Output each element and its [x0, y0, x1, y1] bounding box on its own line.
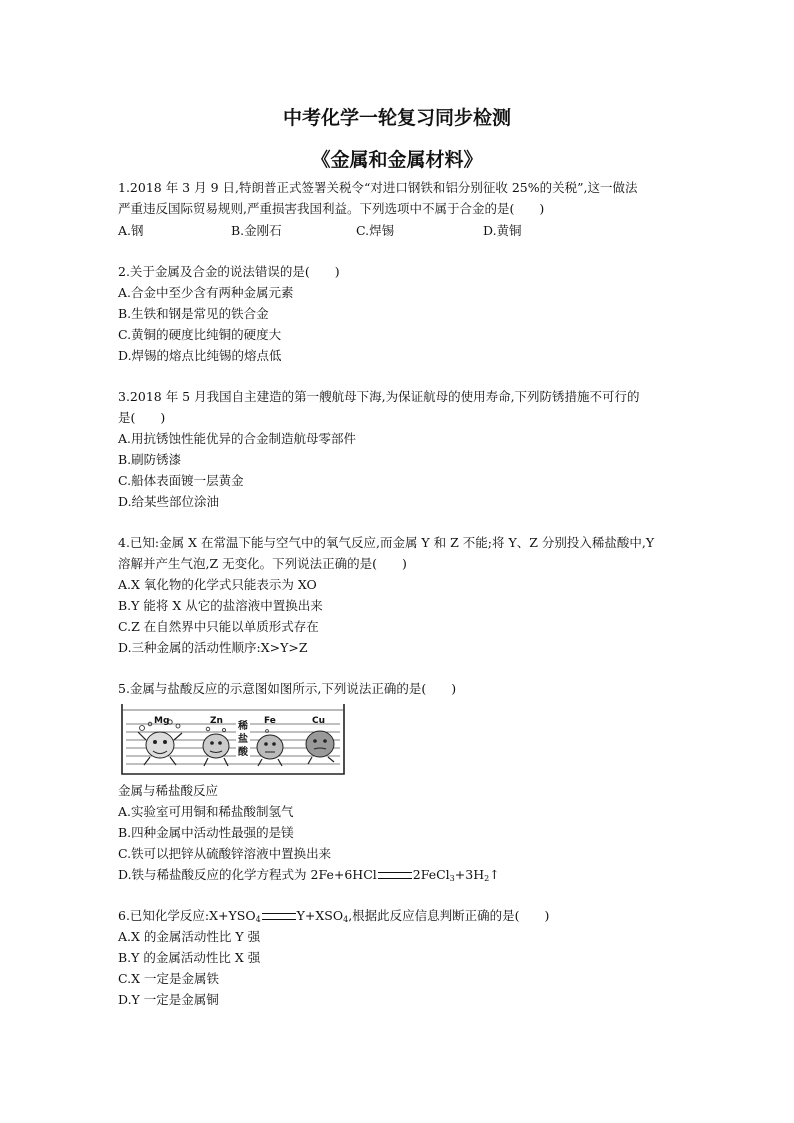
mg-metal-character — [138, 720, 182, 765]
q2-stem: 2.关于金属及合金的说法错误的是( ) — [118, 264, 340, 279]
q6-stem — [118, 907, 718, 928]
q5-d-tail: ↑ — [489, 867, 500, 882]
q5-option-a: A.实验室可用铜和稀盐酸制氢气 — [118, 804, 294, 819]
acid-label-char-1: 稀 — [238, 721, 248, 732]
zn-metal-character — [203, 727, 229, 766]
q3-option-b: B.刷防锈漆 — [118, 452, 182, 467]
label-cu: Cu — [312, 716, 326, 726]
q2-option-b: B.生铁和钢是常见的铁合金 — [118, 306, 269, 321]
q2-option-c: C.黄铜的硬度比纯铜的硬度大 — [118, 327, 282, 342]
acid-label-char-3: 酸 — [238, 747, 248, 758]
q5-d-mid: +3H — [454, 867, 485, 882]
q4-stem-line2: 溶解并产生气泡,Z 无变化。下列说法正确的是( ) — [118, 556, 407, 571]
page-title: 中考化学一轮复习同步检测 — [282, 107, 511, 129]
q6-stem-sub2: 4 — [343, 915, 349, 924]
q5-d-prefix: D.铁与稀盐酸反应的化学方程式为 2Fe+6HCl — [118, 867, 377, 882]
q4-option-b: B.Y 能将 X 从它的盐溶液中置换出来 — [118, 598, 323, 613]
q3-stem-line2: 是( ) — [118, 410, 166, 425]
q5-option-d — [118, 866, 718, 887]
q6-stem-b: Y+XSO — [296, 908, 344, 923]
q6-stem-a: 6.已知化学反应:X+YSO — [118, 908, 256, 923]
q6-stem-sub1: 4 — [255, 915, 261, 924]
q3-stem-line1: 3.2018 年 5 月我国自主建造的第一艘航母下海,为保证航母的使用寿命,下列防锈措施不可行的 — [118, 389, 640, 404]
q6-option-b: B.Y 的金属活动性比 X 强 — [118, 950, 261, 965]
acid-label-char-2: 盐 — [238, 734, 248, 745]
fe-metal-character — [257, 730, 283, 766]
reaction-equals-sign — [262, 913, 296, 920]
label-fe: Fe — [264, 716, 276, 726]
q3-option-a: A.用抗锈蚀性能优异的合金制造航母零部件 — [118, 431, 357, 446]
q3-option-d: D.给某些部位涂油 — [118, 494, 220, 509]
q5-option-c: C.铁可以把锌从硫酸锌溶液中置换出来 — [118, 846, 332, 861]
q1-option-a: A.钢 — [118, 223, 144, 238]
reaction-equals-sign — [378, 872, 412, 879]
q4-option-a: A.X 氧化物的化学式只能表示为 XO — [118, 577, 317, 592]
q4-stem-line1: 4.已知:金属 X 在常温下能与空气中的氧气反应,而金属 Y 和 Z 不能;将 Y、Z 分别投入稀盐酸中,Y — [118, 535, 655, 550]
q1-stem-line2: 严重违反国际贸易规则,严重损害我国利益。下列选项中不属于合金的是( ) — [118, 201, 545, 216]
q1-options — [118, 222, 718, 239]
q1-option-d: D.黄铜 — [483, 223, 522, 238]
q2-option-a: A.合金中至少含有两种金属元素 — [118, 285, 294, 300]
q6-option-c: C.X 一定是金属铁 — [118, 971, 219, 986]
q6-option-a: A.X 的金属活动性比 Y 强 — [118, 929, 261, 944]
q1-option-b: B.金刚石 — [231, 223, 282, 238]
q5-d-sub1: 3 — [449, 874, 455, 883]
label-mg: Mg — [154, 716, 170, 726]
page-subtitle: 《金属和金属材料》 — [311, 149, 483, 171]
q3-option-c: C.船体表面镀一层黄金 — [118, 473, 244, 488]
q5-figure-caption: 金属与稀盐酸反应 — [118, 783, 219, 798]
q6-option-d: D.Y 一定是金属铜 — [118, 992, 219, 1007]
metal-acid-reaction-figure — [120, 702, 346, 776]
q1-stem-line1: 1.2018 年 3 月 9 日,特朗普正式签署关税令“对进口钢铁和铝分别征收 25%的关税”,这一做法 — [118, 180, 638, 195]
q4-option-d: D.三种金属的活动性顺序:X>Y>Z — [118, 640, 308, 655]
q1-option-c: C.焊锡 — [356, 223, 395, 238]
cu-metal-character — [306, 731, 334, 764]
q5-stem: 5.金属与盐酸反应的示意图如图所示,下列说法正确的是( ) — [118, 681, 457, 696]
q5-d-sub2: 2 — [484, 874, 490, 883]
q5-option-b: B.四种金属中活动性最强的是镁 — [118, 825, 294, 840]
q5-d-product: 2FeCl — [412, 867, 450, 882]
q4-option-c: C.Z 在自然界中只能以单质形式存在 — [118, 619, 319, 634]
q6-stem-c: ,根据此反应信息判断正确的是( ) — [348, 908, 550, 923]
reaction-diagram — [120, 702, 346, 776]
q2-option-d: D.焊锡的熔点比纯锡的熔点低 — [118, 348, 282, 363]
label-zn: Zn — [210, 716, 223, 726]
